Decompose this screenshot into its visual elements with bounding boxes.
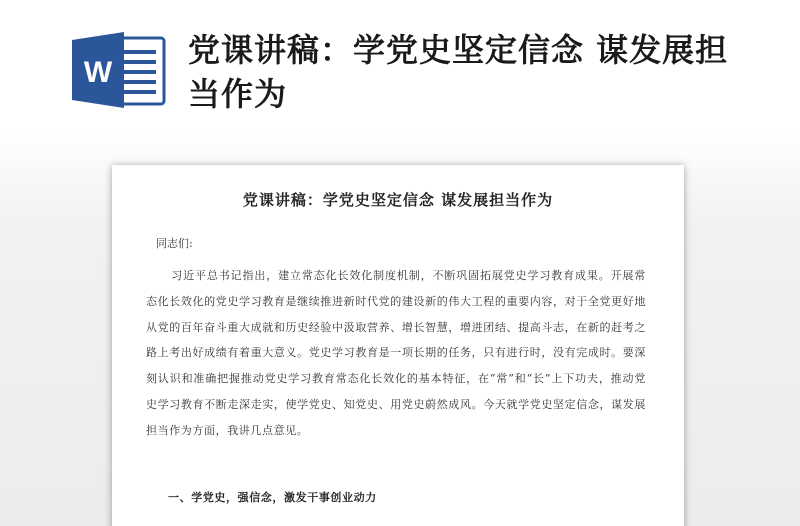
- section-heading: 一、学党史，强信念，激发干事创业动力: [168, 491, 377, 504]
- document-salutation: 同志们:: [156, 237, 193, 250]
- page-title: 党课讲稿：学党史坚定信念 谋发展担当作为: [188, 31, 729, 113]
- document-page: [112, 165, 684, 526]
- document-paragraph: 习近平总书记指出，建立常态化长效化制度机制，不断巩固拓展党史学习教育成果。开展常态化长效化的党史学习教育是继续推进新时代党的建设新的伟大工程的重要内容，对于全党更好地从党的百年奋斗重大成就和历史经验中汲取营养、增长智慧，增进团结、提高斗志，在新的赶考之路上考出好成绩有着重大意义。党史学习教育是一项长期的任务，只有进行时，没有完成时。要深刻认识和准确把握推动党史学习教育常态化长效化的基本特征，在“常”和“长”上下功夫，推动党史学习教育不断走深走实，使学党史、知党史、用党史蔚然成风。今天就学党史坚定信念，谋发展担当作为方面，我讲几点意见。: [146, 269, 647, 437]
- word-icon-letter: W: [83, 56, 113, 89]
- document-title: 党课讲稿：学党史坚定信念 谋发展担当作为: [242, 191, 554, 209]
- word-icon: [72, 30, 166, 110]
- header: [0, 0, 800, 140]
